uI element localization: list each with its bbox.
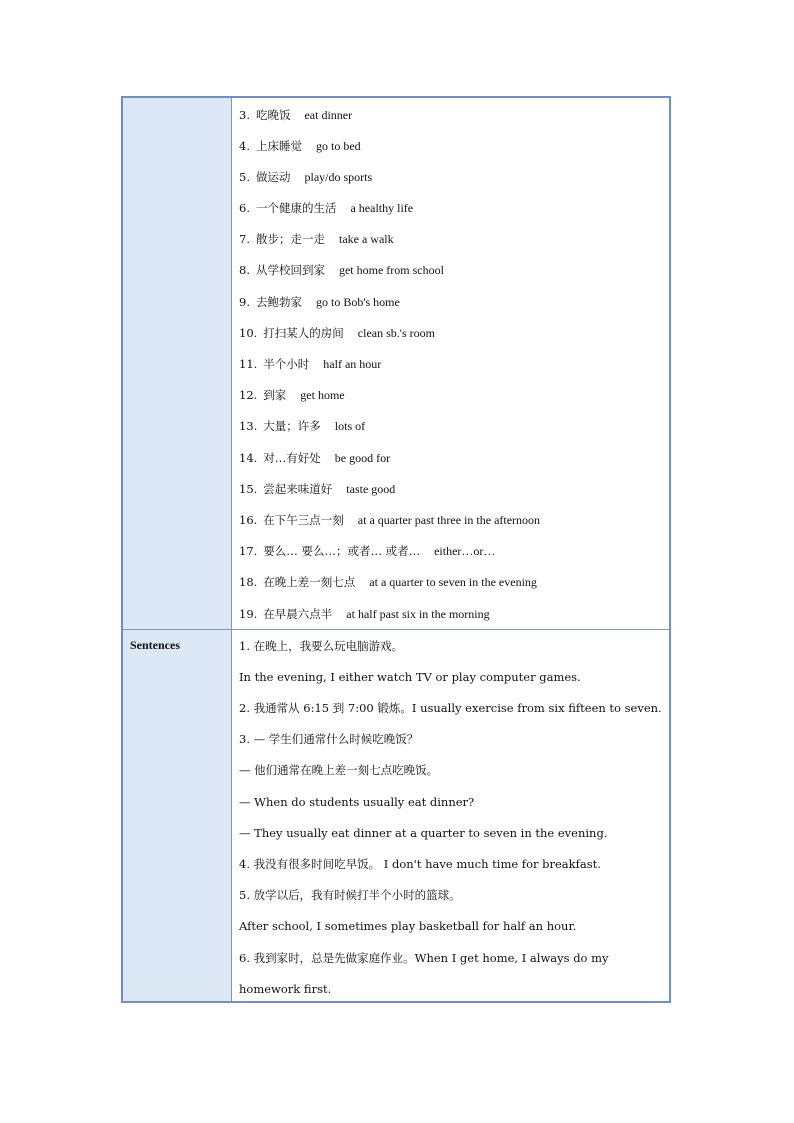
- phrase-item: [239, 451, 390, 465]
- sentence-line: 5. 放学以后，我有时候打半个小时的篮球。: [239, 888, 461, 902]
- sentences-label: Sentences: [130, 638, 180, 652]
- phrase-number: 18.: [239, 575, 258, 589]
- vocabulary-table: [121, 96, 671, 1003]
- phrase-number: 5.: [239, 170, 250, 184]
- phrase-number: 3.: [239, 108, 250, 122]
- phrase-english: go to bed: [315, 139, 361, 153]
- phrase-english: at a quarter past three in the afternoon: [357, 513, 541, 527]
- phrase-number: 13.: [239, 419, 258, 433]
- phrase-english: play/do sports: [304, 170, 373, 184]
- phrase-number: 16.: [239, 513, 258, 527]
- phrase-number: 14.: [239, 451, 258, 465]
- phrase-english: at a quarter to seven in the evening: [369, 575, 537, 589]
- sentence-line: 1. 在晚上，我要么玩电脑游戏。: [239, 639, 404, 653]
- sentence-line: homework first.: [239, 982, 332, 996]
- phrase-chinese: 散步；走一走: [255, 232, 325, 246]
- phrase-item: [239, 326, 435, 340]
- sentence-line: — 他们通常在晚上差一刻七点吃晚饭。: [239, 763, 439, 777]
- phrase-item: [239, 357, 381, 371]
- phrase-item: [239, 513, 540, 527]
- phrase-chinese: 上床睡觉: [255, 139, 302, 153]
- sentence-line: — When do students usually eat dinner?: [239, 795, 475, 809]
- phrase-english: taste good: [346, 482, 396, 496]
- phrase-chinese: 一个健康的生活: [255, 201, 337, 215]
- phrase-number: 17.: [239, 544, 258, 558]
- phrase-number: 11.: [239, 357, 258, 371]
- phrase-chinese: 打扫某人的房间: [263, 326, 344, 340]
- phrase-chinese: 做运动: [255, 170, 291, 184]
- phrase-english: take a walk: [338, 232, 394, 246]
- phrase-chinese: 尝起来味道好: [263, 482, 333, 496]
- left-column: [123, 98, 231, 1001]
- phrase-chinese: 从学校回到家: [255, 263, 325, 277]
- phrase-item: [239, 544, 495, 558]
- phrase-chinese: 大量；许多: [263, 419, 321, 433]
- sentence-line: In the evening, I either watch TV or play computer games.: [239, 670, 581, 684]
- phrase-number: 15.: [239, 482, 258, 496]
- phrase-english: get home: [300, 388, 345, 402]
- sentence-line: 3. — 学生们通常什么时候吃晚饭？: [239, 732, 419, 746]
- phrase-chinese: 去鲍勃家: [255, 295, 302, 309]
- phrase-english: eat dinner: [304, 108, 353, 122]
- phrase-item: [239, 201, 413, 215]
- phrase-item: [239, 170, 372, 184]
- phrase-chinese: 对…有好处: [263, 451, 321, 465]
- phrase-chinese: 半个小时: [263, 357, 310, 371]
- phrase-english: get home from school: [338, 263, 444, 277]
- phrase-chinese: 在下午三点一刻: [263, 513, 344, 527]
- phrase-english: a healthy life: [350, 201, 414, 215]
- phrase-english: at half past six in the morning: [346, 607, 490, 621]
- phrase-chinese: 要么… 要么…；或者… 或者…: [263, 544, 421, 558]
- phrase-number: 8.: [239, 263, 250, 277]
- sentence-line: 6. 我到家时，总是先做家庭作业。When I get home, I always do my: [239, 951, 609, 965]
- sentence-line: — They usually eat dinner at a quarter to seven in the evening.: [239, 826, 608, 840]
- phrase-chinese: 吃晚饭: [255, 108, 291, 122]
- sentence-line: 2. 我通常从 6:15 到 7:00 锻炼。I usually exercise from six fifteen to seven.: [239, 701, 662, 715]
- phrase-english: lots of: [334, 419, 366, 433]
- sentence-line: After school, I sometimes play basketball for half an hour.: [239, 919, 577, 933]
- phrase-number: 4.: [239, 139, 250, 153]
- phrase-english: be good for: [334, 451, 391, 465]
- sentence-line: 4. 我没有很多时间吃早饭。 I don't have much time for breakfast.: [239, 857, 601, 871]
- phrase-number: 6.: [239, 201, 250, 215]
- phrase-number: 10.: [239, 326, 258, 340]
- phrase-english: half an hour: [323, 357, 382, 371]
- phrase-item: [239, 575, 537, 589]
- phrase-item: [239, 139, 361, 153]
- phrase-english: clean sb.'s room: [357, 326, 435, 340]
- phrase-number: 12.: [239, 388, 258, 402]
- phrase-item: [239, 108, 352, 122]
- phrase-item: [239, 263, 444, 277]
- phrase-number: 9.: [239, 295, 250, 309]
- phrase-item: [239, 419, 365, 433]
- phrase-number: 7.: [239, 232, 250, 246]
- phrase-chinese: 到家: [263, 388, 287, 402]
- phrase-english: go to Bob's home: [315, 295, 400, 309]
- phrase-chinese: 在晚上差一刻七点: [263, 575, 356, 589]
- phrase-item: [239, 295, 400, 309]
- phrase-item: [239, 388, 345, 402]
- row-divider: [123, 629, 669, 630]
- phrase-item: [239, 607, 490, 621]
- phrase-item: [239, 482, 395, 496]
- column-divider: [231, 98, 232, 1001]
- phrase-item: [239, 232, 394, 246]
- phrase-chinese: 在早晨六点半: [263, 607, 333, 621]
- phrase-number: 19.: [239, 607, 258, 621]
- phrase-english: either…or…: [434, 544, 496, 558]
